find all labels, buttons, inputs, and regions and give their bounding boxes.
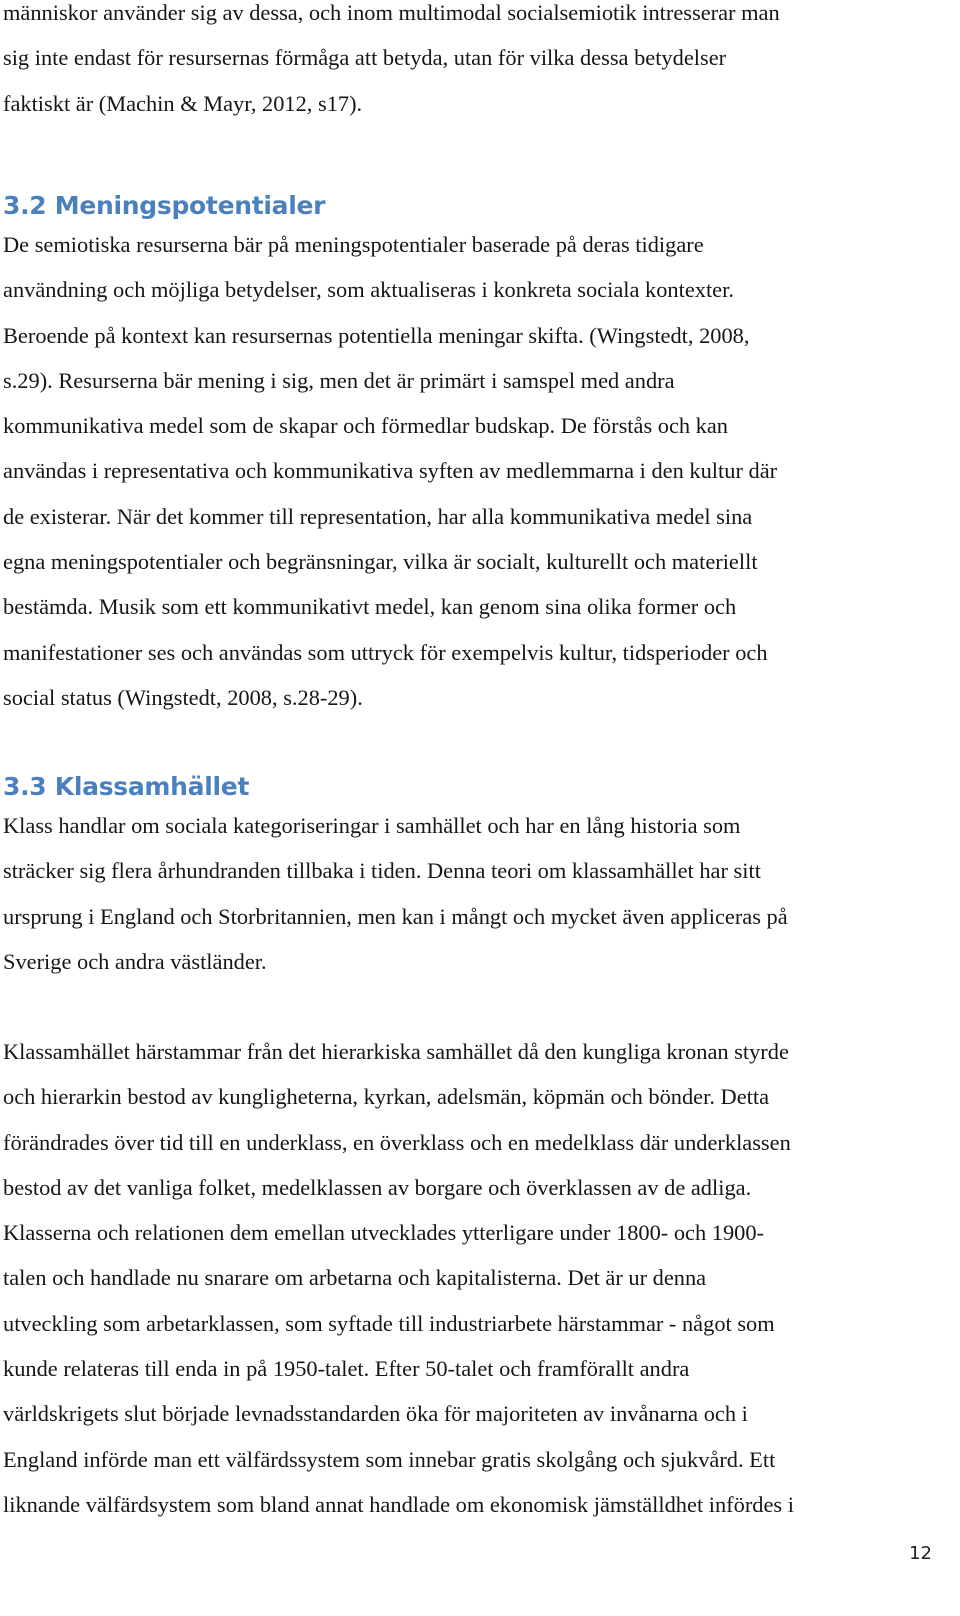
text-line: liknande välfärdsystem som bland annat handlade om ekonomisk jämställdhet infördes i [3,1491,794,1517]
text-line: förändrades över tid till en underklass, en överklass och en medelklass där underklassen [3,1129,791,1155]
text-line: utveckling som arbetarklassen, som syftade till industriarbete härstammar - något som [3,1310,775,1336]
text-line: talen och handlade nu snarare om arbetarna och kapitalisterna. Det är ur denna [3,1265,707,1291]
text-line: de existerar. När det kommer till representation, har alla kommunikativa medel sina [3,503,753,529]
text-line: världskrigets slut började levnadsstandarden öka för majoriteten av invånarna och i [3,1401,748,1427]
text-line: användning och möjliga betydelser, som aktualiseras i konkreta sociala kontexter. [3,277,734,303]
text-line: Beroende på kontext kan resursernas potentiella meningar skifta. (Wingstedt, 2008, [3,322,750,348]
page-number: 12 [909,1543,932,1564]
text-line: Sverige och andra västländer. [3,948,267,974]
section-3-3-paragraph-2 [3,1029,938,1527]
section-heading-3-3: 3.3 Klassamhället [3,772,250,801]
text-line: bestämda. Musik som ett kommunikativt medel, kan genom sina olika former och [3,594,737,620]
text-line: social status (Wingstedt, 2008, s.28-29). [3,684,363,710]
text-line: kommunikativa medel som de skapar och förmedlar budskap. De förstås och kan [3,413,729,439]
section-heading-3-2: 3.2 Meningspotentialer [3,191,326,220]
text-line: kunde relateras till enda in på 1950-talet. Efter 50-talet och framförallt andra [3,1356,690,1382]
text-line: ursprung i England och Storbritannien, men kan i mångt och mycket även appliceras på [3,903,788,929]
text-line: Klassamhället härstammar från det hierarkiska samhället då den kungliga kronan styrde [3,1039,789,1064]
text-line: s.29). Resurserna bär mening i sig, men det är primärt i samspel med andra [3,367,675,393]
text-line: De semiotiska resurserna bär på meningspotentialer baserade på deras tidigare [3,232,704,257]
text-line: sig inte endast för resursernas förmåga att betyda, utan för vilka dessa betydelser [3,45,727,71]
text-line: manifestationer ses och användas som uttryck för exempelvis kultur, tidsperioder och [3,639,768,665]
text-line: Klasserna och relationen dem emellan utvecklades ytterligare under 1800- och 1900- [3,1220,764,1246]
section-3-3-paragraph-1 [3,803,938,984]
intro-paragraph [3,0,938,126]
text-line: Klass handlar om sociala kategoriseringar i samhället och har en lång historia som [3,813,741,838]
text-line: sträcker sig flera århundranden tillbaka i tiden. Denna teori om klassamhället har sitt [3,858,761,884]
text-line: England införde man ett välfärdssystem som innebar gratis skolgång och sjukvård. Ett [3,1446,776,1472]
text-line: människor använder sig av dessa, och inom multimodal socialsemiotik intresserar man [3,0,780,25]
section-3-2-paragraph [3,222,938,720]
text-line: egna meningspotentialer och begränsningar, vilka är socialt, kulturellt och materiellt [3,549,758,575]
text-line: bestod av det vanliga folket, medelklassen av borgare och överklassen av de adliga. [3,1174,752,1200]
text-line: faktiskt är (Machin & Mayr, 2012, s17). [3,90,363,116]
text-line: användas i representativa och kommunikativa syften av medlemmarna i den kultur där [3,458,778,484]
text-line: och hierarkin bestod av kungligheterna, kyrkan, adelsmän, köpmän och bönder. Detta [3,1084,770,1110]
